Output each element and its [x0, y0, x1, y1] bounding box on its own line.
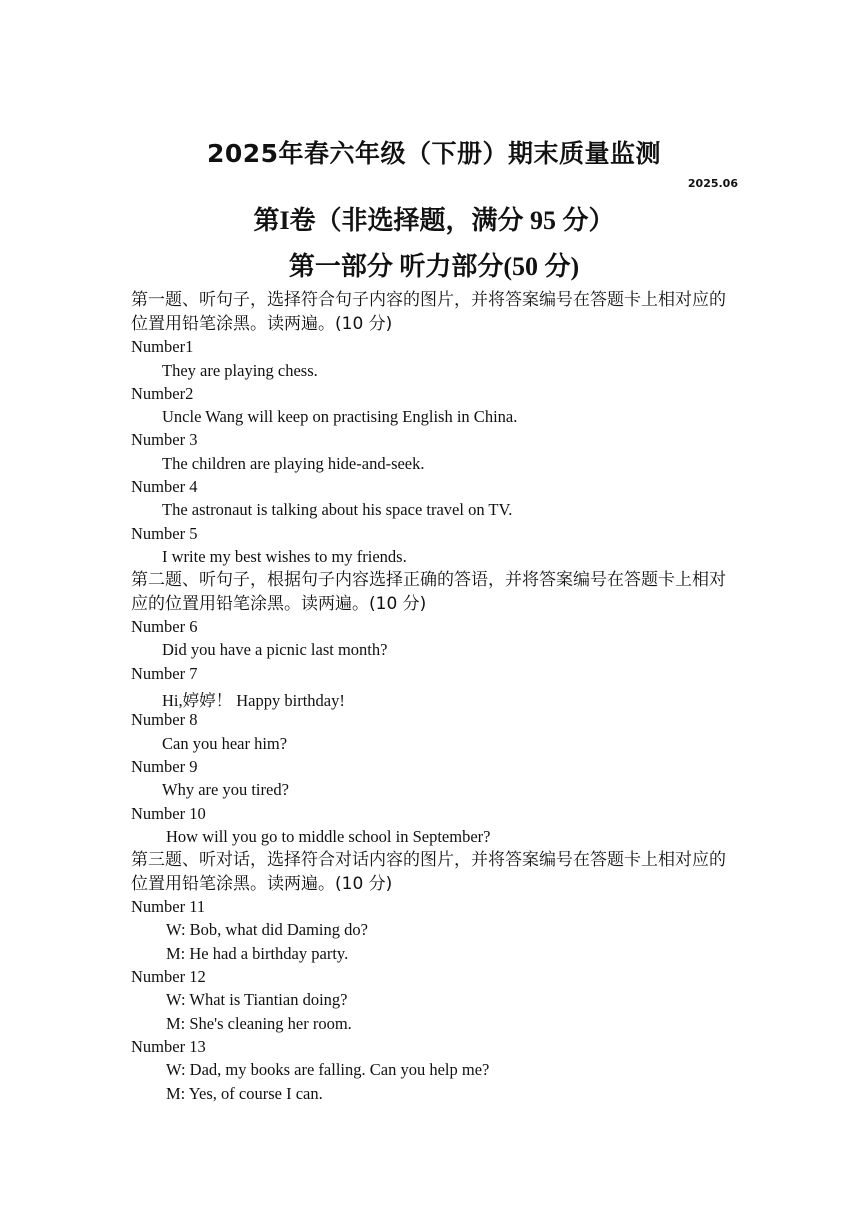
- section2-instruction: 第二题、听句子，根据句子内容选择正确的答语，并将答案编号在答题卡上相对: [131, 570, 726, 590]
- dialogue-woman: W: Dad, my books are falling. Can you help me?: [166, 1060, 490, 1079]
- item-sentence: Uncle Wang will keep on practising English in China.: [162, 407, 518, 426]
- dialogue-man: M: He had a birthday party.: [166, 944, 349, 963]
- item-sentence: How will you go to middle school in September?: [166, 827, 491, 846]
- section3-instruction-cont: 位置用铅笔涂黑。读两遍。(10 分): [131, 874, 393, 894]
- item-label: Number2: [131, 384, 194, 403]
- part-heading: 第一部分 听力部分(50 分): [288, 252, 580, 281]
- section2-instruction-cont: 应的位置用铅笔涂黑。读两遍。(10 分): [131, 594, 427, 614]
- exam-date: 2025.06: [687, 177, 738, 190]
- item-label: Number 5: [131, 524, 198, 543]
- dialogue-man: M: She's cleaning her room.: [166, 1014, 352, 1033]
- dialogue-man: M: Yes, of course I can.: [166, 1084, 323, 1103]
- item-label: Number 6: [131, 617, 198, 636]
- item-label: Number 10: [131, 804, 206, 823]
- item-label: Number1: [131, 337, 194, 356]
- item-sentence: Why are you tired?: [162, 780, 289, 799]
- item-label: Number 3: [131, 430, 198, 449]
- item-sentence: The children are playing hide-and-seek.: [162, 454, 425, 473]
- item-sentence: They are playing chess.: [162, 361, 318, 380]
- dialogue-woman: W: Bob, what did Daming do?: [166, 920, 368, 939]
- section1-instruction-cont: 位置用铅笔涂黑。读两遍。(10 分): [131, 314, 393, 334]
- item-label: Number 8: [131, 710, 198, 729]
- item-sentence: The astronaut is talking about his space travel on TV.: [162, 500, 513, 519]
- section3-instruction: 第三题、听对话，选择符合对话内容的图片，并将答案编号在答题卡上相对应的: [131, 850, 726, 870]
- item-sentence: I write my best wishes to my friends.: [162, 547, 407, 566]
- item-sentence: Did you have a picnic last month?: [162, 640, 388, 659]
- volume-heading: 第I卷（非选择题，满分 95 分）: [253, 206, 615, 235]
- item-sentence: Hi,婷婷！ Happy birthday!: [162, 691, 345, 710]
- item-sentence: Can you hear him?: [162, 734, 288, 753]
- item-label: Number 9: [131, 757, 198, 776]
- item-label: Number 4: [131, 477, 198, 496]
- item-label: Number 11: [131, 897, 206, 916]
- item-label: Number 13: [131, 1037, 206, 1056]
- section1-instruction: 第一题、听句子，选择符合句子内容的图片，并将答案编号在答题卡上相对应的: [131, 290, 726, 310]
- exam-title: 2025年春六年级（下册）期末质量监测: [206, 139, 662, 168]
- dialogue-woman: W: What is Tiantian doing?: [166, 990, 348, 1009]
- item-label: Number 7: [131, 664, 198, 683]
- item-label: Number 12: [131, 967, 206, 986]
